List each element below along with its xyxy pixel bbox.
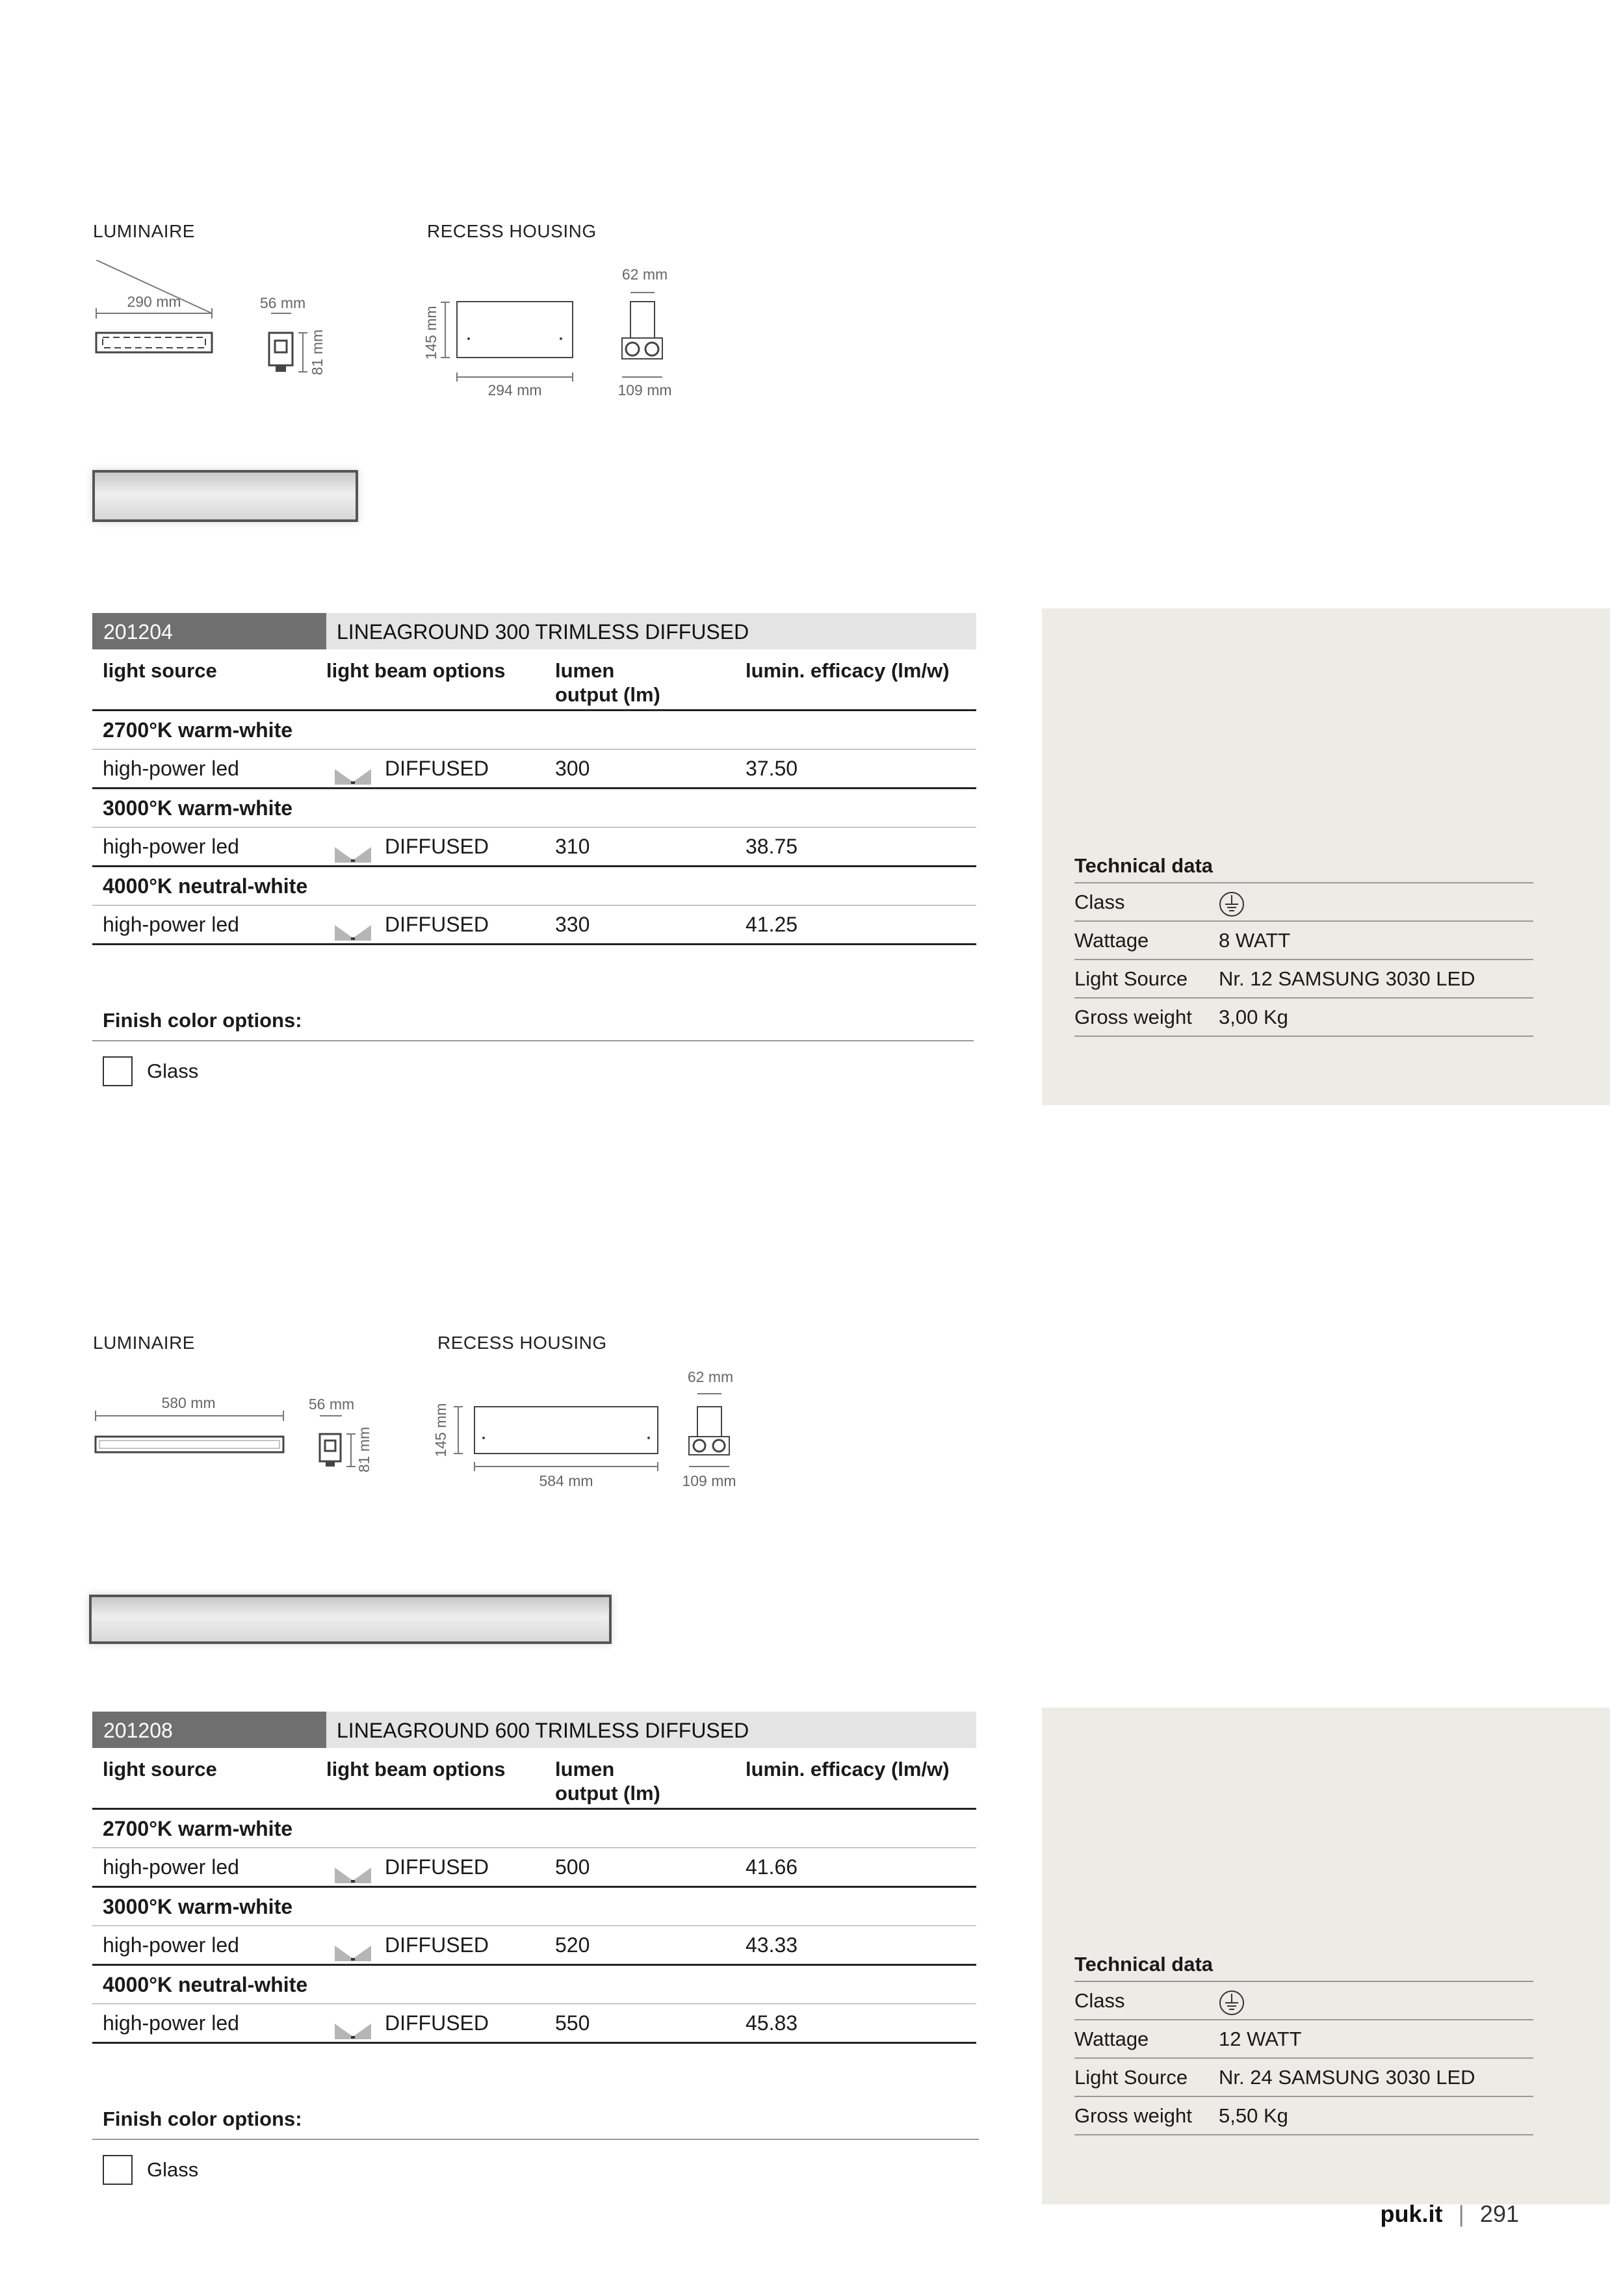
ground-class-icon: [1219, 891, 1245, 917]
diffused-beam-icon: [335, 764, 371, 785]
group-row: 4000°K neutral-white: [92, 867, 976, 906]
table-header: [92, 1748, 976, 1810]
product-name: LINEAGROUND 600 TRIMLESS DIFFUSED: [326, 1712, 976, 1748]
tech-row-light-source: Light Source Nr. 24 SAMSUNG 3030 LED: [1074, 2059, 1533, 2097]
tech-row-class: Class: [1074, 1982, 1533, 2020]
group-row: 2700°K warm-white: [92, 1810, 976, 1848]
product-photo: [92, 470, 358, 522]
recess-housing-drawing: [419, 260, 692, 410]
technical-data-panel: [1042, 1708, 1610, 2204]
page-number: 291: [1479, 2200, 1519, 2227]
finish-title: Finish color options:: [103, 1009, 302, 1032]
tech-row-weight: Gross weight 5,50 Kg: [1074, 2097, 1533, 2135]
dim-rec-bottom: 109 mm: [682, 1472, 736, 1489]
dim-rec-height: 145 mm: [432, 1403, 449, 1457]
recess-housing-drawing: [429, 1365, 767, 1495]
spec-table: [92, 1712, 976, 2044]
table-row: high-power led DIFFUSED 500 41.66: [92, 1848, 976, 1888]
page-footer: [1381, 2200, 1519, 2228]
group-row: 3000°K warm-white: [92, 789, 976, 828]
luminaire-drawing: [91, 260, 351, 384]
recess-housing-label: RECESS HOUSING: [437, 1333, 607, 1353]
finish-label: Glass: [147, 2158, 199, 2181]
luminaire-label: LUMINAIRE: [93, 1333, 195, 1353]
header-lumen: lumen output (lm): [555, 659, 660, 706]
tech-row-wattage: Wattage 8 WATT: [1074, 922, 1533, 960]
diffused-beam-icon: [335, 1940, 371, 1961]
finish-title: Finish color options:: [103, 2107, 302, 2130]
group-row: 2700°K warm-white: [92, 711, 976, 750]
luminaire-label: LUMINAIRE: [93, 221, 195, 241]
header-light-source: light source: [103, 1758, 217, 1781]
table-row: high-power led DIFFUSED 330 41.25: [92, 906, 976, 945]
diffused-beam-icon: [335, 2018, 371, 2039]
table-row: high-power led DIFFUSED 310 38.75: [92, 828, 976, 867]
dim-lum-length: 580 mm: [161, 1394, 216, 1411]
dim-lum-width: 56 mm: [308, 1396, 355, 1413]
product-name: LINEAGROUND 300 TRIMLESS DIFFUSED: [326, 613, 976, 649]
dim-rec-bottom: 109 mm: [617, 382, 672, 398]
header-beam: light beam options: [326, 659, 506, 682]
diffused-beam-icon: [335, 920, 371, 941]
tech-row-class: Class: [1074, 883, 1533, 922]
dim-rec-length: 584 mm: [539, 1472, 593, 1489]
header-efficacy: lumin. efficacy (lm/w): [746, 1758, 950, 1781]
group-row: 3000°K warm-white: [92, 1888, 976, 1926]
technical-title: Technical data: [1074, 852, 1533, 883]
tech-row-wattage: Wattage 12 WATT: [1074, 2020, 1533, 2059]
dim-lum-width: 56 mm: [259, 294, 306, 311]
header-beam: light beam options: [326, 1758, 506, 1781]
header-light-source: light source: [103, 659, 217, 682]
dim-lum-height: 81 mm: [309, 329, 326, 376]
product-code: 201208: [92, 1712, 326, 1748]
brand-link[interactable]: puk.it: [1380, 2200, 1443, 2227]
table-header: [92, 649, 976, 711]
tech-row-weight: Gross weight 3,00 Kg: [1074, 998, 1533, 1037]
luminaire-drawing: [91, 1372, 390, 1495]
dim-rec-length: 294 mm: [487, 382, 542, 398]
footer-separator: |: [1458, 2200, 1464, 2227]
divider: [92, 1040, 974, 1041]
header-efficacy: lumin. efficacy (lm/w): [746, 659, 950, 682]
finish-swatch-glass[interactable]: [103, 1056, 133, 1086]
technical-data-panel: [1042, 608, 1610, 1105]
product-photo: [89, 1595, 612, 1644]
diffused-beam-icon: [335, 842, 371, 863]
dim-lum-length: 290 mm: [127, 293, 181, 310]
table-row: high-power led DIFFUSED 550 45.83: [92, 2004, 976, 2044]
tech-row-light-source: Light Source Nr. 12 SAMSUNG 3030 LED: [1074, 960, 1533, 998]
dim-rec-top: 62 mm: [687, 1368, 734, 1385]
product-code: 201204: [92, 613, 326, 649]
recess-housing-label: RECESS HOUSING: [427, 221, 597, 241]
header-lumen: lumen output (lm): [555, 1758, 660, 1805]
dim-rec-height: 145 mm: [422, 306, 439, 360]
technical-title: Technical data: [1074, 1951, 1533, 1982]
diffused-beam-icon: [335, 1862, 371, 1883]
table-row: high-power led DIFFUSED 300 37.50: [92, 750, 976, 789]
group-row: 4000°K neutral-white: [92, 1966, 976, 2004]
dim-rec-top: 62 mm: [621, 266, 668, 283]
ground-class-icon: [1219, 1990, 1245, 2016]
finish-label: Glass: [147, 1060, 199, 1082]
finish-swatch-glass[interactable]: [103, 2155, 133, 2185]
dim-lum-height: 81 mm: [356, 1426, 372, 1473]
table-row: high-power led DIFFUSED 520 43.33: [92, 1926, 976, 1966]
spec-table: [92, 613, 976, 945]
divider: [92, 2139, 979, 2140]
